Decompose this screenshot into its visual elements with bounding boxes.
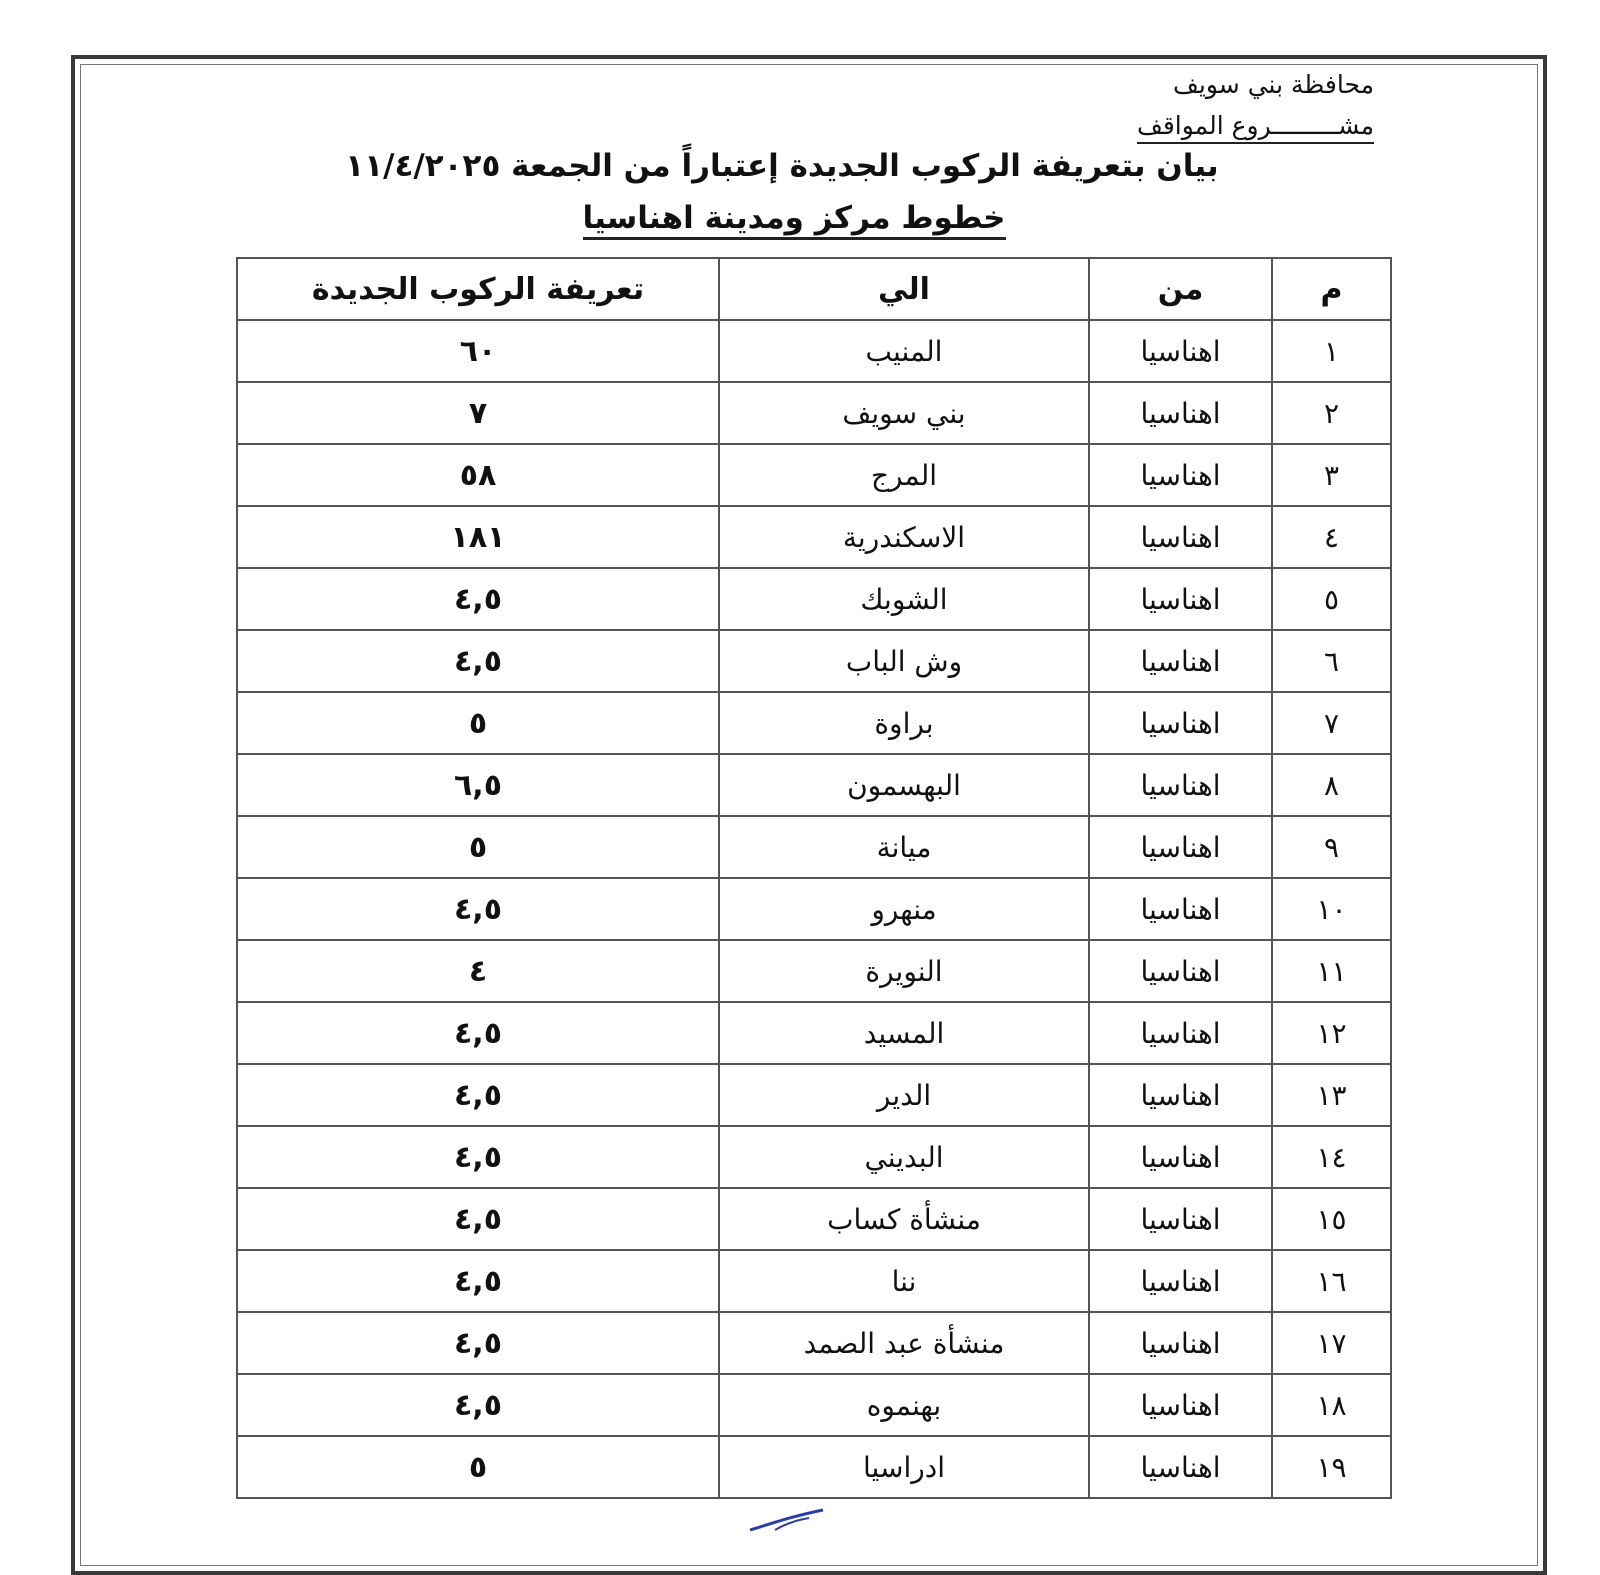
row-num: ١٥	[1272, 1188, 1391, 1250]
row-num: ١٤	[1272, 1126, 1391, 1188]
row-to: منشأة كساب	[719, 1188, 1089, 1250]
table-body	[237, 320, 1391, 1498]
row-from: اهناسيا	[1089, 1312, 1272, 1374]
document-subtitle-wrapper	[0, 200, 1594, 236]
row-fare: ٤	[237, 940, 719, 1002]
row-num: ٨	[1272, 754, 1391, 816]
row-to: المنيب	[719, 320, 1089, 382]
row-fare: ٥	[237, 816, 719, 878]
table-row	[237, 816, 1391, 878]
table-row	[237, 1064, 1391, 1126]
row-to: البهسمون	[719, 754, 1089, 816]
header-fare: تعريفة الركوب الجديدة	[237, 258, 719, 320]
row-fare: ٥	[237, 1436, 719, 1498]
row-num: ٦	[1272, 630, 1391, 692]
document-title: بيان بتعريفة الركوب الجديدة إعتباراً من الجمعة ١١/٤/٢٠٢٥	[345, 148, 1219, 184]
row-to: ننا	[719, 1250, 1089, 1312]
row-fare: ٧	[237, 382, 719, 444]
table-row	[237, 692, 1391, 754]
table-row	[237, 630, 1391, 692]
row-fare: ٥٨	[237, 444, 719, 506]
row-fare: ٦,٥	[237, 754, 719, 816]
signature-mark	[745, 1508, 835, 1531]
row-num: ٤	[1272, 506, 1391, 568]
row-fare: ٥	[237, 692, 719, 754]
row-num: ١٦	[1272, 1250, 1391, 1312]
row-num: ١٠	[1272, 878, 1391, 940]
table-header-row	[237, 258, 1391, 320]
row-num: ٩	[1272, 816, 1391, 878]
table-row	[237, 1374, 1391, 1436]
table-row	[237, 444, 1391, 506]
row-num: ١٧	[1272, 1312, 1391, 1374]
row-num: ٧	[1272, 692, 1391, 754]
row-fare: ٤,٥	[237, 1126, 719, 1188]
row-fare: ٦٠	[237, 320, 719, 382]
row-num: ٥	[1272, 568, 1391, 630]
row-fare: ٤,٥	[237, 1374, 719, 1436]
row-to: البديني	[719, 1126, 1089, 1188]
row-to: بهنموه	[719, 1374, 1089, 1436]
row-from: اهناسيا	[1089, 320, 1272, 382]
table-row	[237, 382, 1391, 444]
row-fare: ٤,٥	[237, 1188, 719, 1250]
row-from: اهناسيا	[1089, 1002, 1272, 1064]
row-fare: ٤,٥	[237, 630, 719, 692]
row-to: براوة	[719, 692, 1089, 754]
row-from: اهناسيا	[1089, 382, 1272, 444]
row-fare: ٤,٥	[237, 1250, 719, 1312]
row-to: ميانة	[719, 816, 1089, 878]
row-from: اهناسيا	[1089, 444, 1272, 506]
row-num: ٢	[1272, 382, 1391, 444]
row-to: وش الباب	[719, 630, 1089, 692]
row-from: اهناسيا	[1089, 1374, 1272, 1436]
row-from: اهناسيا	[1089, 568, 1272, 630]
row-num: ١٩	[1272, 1436, 1391, 1498]
row-num: ١٢	[1272, 1002, 1391, 1064]
row-from: اهناسيا	[1089, 1064, 1272, 1126]
row-from: اهناسيا	[1089, 878, 1272, 940]
row-to: ادراسيا	[719, 1436, 1089, 1498]
row-num: ٣	[1272, 444, 1391, 506]
project-name: مشـــــــــروع المواقف	[1137, 111, 1374, 144]
fares-table	[236, 257, 1392, 1499]
row-fare: ٤,٥	[237, 878, 719, 940]
row-from: اهناسيا	[1089, 692, 1272, 754]
table-row	[237, 1436, 1391, 1498]
row-fare: ١٨١	[237, 506, 719, 568]
row-to: المرج	[719, 444, 1089, 506]
row-from: اهناسيا	[1089, 1188, 1272, 1250]
row-num: ١٨	[1272, 1374, 1391, 1436]
table-row	[237, 940, 1391, 1002]
row-from: اهناسيا	[1089, 940, 1272, 1002]
row-from: اهناسيا	[1089, 1250, 1272, 1312]
row-to: منهرو	[719, 878, 1089, 940]
table-row	[237, 506, 1391, 568]
table-row	[237, 878, 1391, 940]
row-num: ١	[1272, 320, 1391, 382]
table-row	[237, 320, 1391, 382]
header-to: الي	[719, 258, 1089, 320]
row-from: اهناسيا	[1089, 506, 1272, 568]
row-to: بني سويف	[719, 382, 1089, 444]
table-row	[237, 568, 1391, 630]
table-row	[237, 1188, 1391, 1250]
table-row	[237, 754, 1391, 816]
row-from: اهناسيا	[1089, 754, 1272, 816]
row-num: ١١	[1272, 940, 1391, 1002]
document-subtitle: خطوط مركز ومدينة اهناسيا	[583, 200, 1006, 240]
table-row	[237, 1250, 1391, 1312]
row-to: الشوبك	[719, 568, 1089, 630]
row-to: المسيد	[719, 1002, 1089, 1064]
row-to: الاسكندرية	[719, 506, 1089, 568]
row-fare: ٤,٥	[237, 1312, 719, 1374]
row-from: اهناسيا	[1089, 1126, 1272, 1188]
table-row	[237, 1312, 1391, 1374]
row-to: الدير	[719, 1064, 1089, 1126]
table-row	[237, 1126, 1391, 1188]
row-to: النويرة	[719, 940, 1089, 1002]
row-from: اهناسيا	[1089, 1436, 1272, 1498]
row-from: اهناسيا	[1089, 816, 1272, 878]
row-fare: ٤,٥	[237, 568, 719, 630]
row-fare: ٤,٥	[237, 1064, 719, 1126]
row-from: اهناسيا	[1089, 630, 1272, 692]
row-num: ١٣	[1272, 1064, 1391, 1126]
header-num: م	[1272, 258, 1391, 320]
table-row	[237, 1002, 1391, 1064]
governorate-name: محافظة بني سويف	[1173, 70, 1374, 99]
header-from: من	[1089, 258, 1272, 320]
row-to: منشأة عبد الصمد	[719, 1312, 1089, 1374]
row-fare: ٤,٥	[237, 1002, 719, 1064]
